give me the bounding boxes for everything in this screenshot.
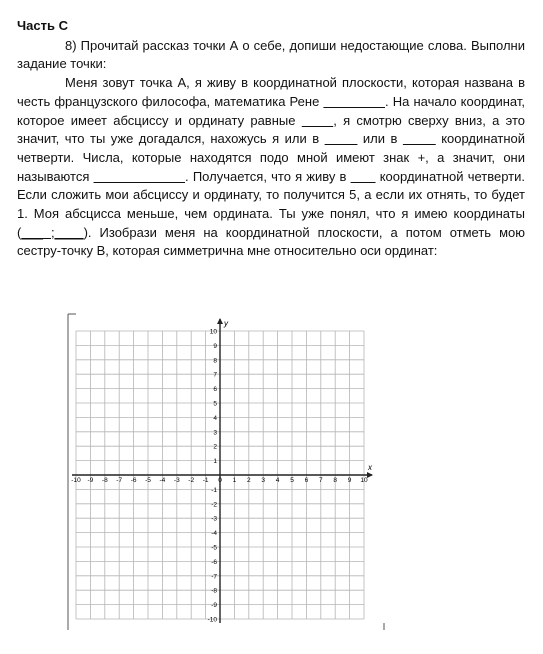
answer-blank[interactable] <box>323 94 385 109</box>
story-text: . Получается, что я живу в <box>185 168 351 184</box>
y-tick-label: -2 <box>211 501 217 509</box>
y-tick-label: -9 <box>211 602 217 610</box>
x-tick-label: 3 <box>261 477 266 484</box>
x-tick-label: 2 <box>246 477 251 484</box>
y-tick-label: -3 <box>211 515 217 523</box>
y-tick-label: -7 <box>211 573 217 581</box>
x-tick-label: -8 <box>101 477 108 484</box>
y-axis-arrow <box>217 318 223 324</box>
x-tick-label: 9 <box>347 477 352 484</box>
story-text: ). Изобрази меня на координатной плоскости, а потом отметь мою сестру-точку В, которая симметрична мне относительно оси ординат: <box>17 224 526 259</box>
coordinate-plane-svg <box>66 313 388 631</box>
answer-blank[interactable] <box>94 169 186 184</box>
y-tick-label: 2 <box>213 443 217 451</box>
x-tick-label: 0 <box>218 477 222 484</box>
x-tick-label: -4 <box>159 477 166 484</box>
answer-blank[interactable] <box>403 131 436 146</box>
x-tick-label: 6 <box>304 477 309 484</box>
x-tick-label: 10 <box>360 477 368 484</box>
story-paragraph <box>17 74 525 261</box>
answer-blank[interactable] <box>325 131 358 146</box>
x-tick-label: 1 <box>232 477 237 484</box>
y-tick-label: 7 <box>213 371 217 379</box>
x-tick-label: -5 <box>145 477 151 484</box>
story-text: или в <box>357 131 403 147</box>
y-axis-label: y <box>224 319 228 328</box>
story-text: Меня зовут точка А, я живу в координатной плоскости, которая названа в честь французского философа, математика Рене <box>17 75 525 109</box>
x-tick-label: -9 <box>87 477 94 484</box>
x-axis-label: x <box>368 463 372 472</box>
y-tick-label: 3 <box>213 429 217 437</box>
x-tick-label: -2 <box>188 477 195 484</box>
x-tick-label: -10 <box>71 477 81 484</box>
y-tick-label: -1 <box>211 486 217 494</box>
document-page <box>17 17 525 261</box>
story-text: координатной четверти. Если сложить мои абсциссу и ординату, то получится 5, а если их отнять, то будет 1. Моя абсцисса меньше, чем ордината. Ты уже понял, что я имею координаты ( <box>17 168 525 240</box>
y-tick-label: 1 <box>213 458 217 466</box>
x-tick-label: -1 <box>202 477 209 484</box>
y-tick-label: 10 <box>209 328 217 336</box>
x-tick-label: 7 <box>318 477 323 484</box>
task-instruction: 8) Прочитай рассказ точки А о себе, допиши недостающие слова. Выполни задание точки: <box>17 37 525 72</box>
answer-blank[interactable] <box>351 169 376 184</box>
y-tick-label: -4 <box>211 530 217 538</box>
y-tick-label: 5 <box>213 400 217 408</box>
x-tick-label: 4 <box>275 477 280 484</box>
x-axis-arrow <box>367 472 373 478</box>
y-tick-label: -8 <box>211 587 217 595</box>
x-tick-label: -7 <box>116 477 123 484</box>
y-tick-label: -6 <box>211 558 217 566</box>
story-text: , я смотрю сверху вниз, а это значит, что ты уже догадался, нахожусь я или в <box>17 112 525 147</box>
section-title: Часть С <box>17 18 68 33</box>
y-tick-label: 9 <box>213 342 217 350</box>
y-tick-label: -10 <box>207 616 217 624</box>
y-tick-label: 8 <box>213 357 217 365</box>
story-text: координатной четверти. Числа, которые находятся подо мной имеют знак +, а значит, они называются <box>17 131 526 184</box>
x-tick-label: -3 <box>173 477 180 484</box>
y-tick-label: 6 <box>213 386 217 394</box>
coordinate-plane[interactable] <box>66 313 388 631</box>
x-tick-label: -6 <box>130 477 137 484</box>
y-tick-label: -5 <box>211 544 217 552</box>
answer-blank[interactable] <box>302 113 333 128</box>
x-tick-label: 8 <box>333 477 338 484</box>
x-tick-label: 5 <box>290 477 294 484</box>
y-tick-label: 4 <box>213 414 217 422</box>
answer-blank[interactable]: ___ ;____ <box>21 224 84 240</box>
story-text: . На начало координат, которое имеет абсциссу и ординату равные <box>17 93 525 128</box>
